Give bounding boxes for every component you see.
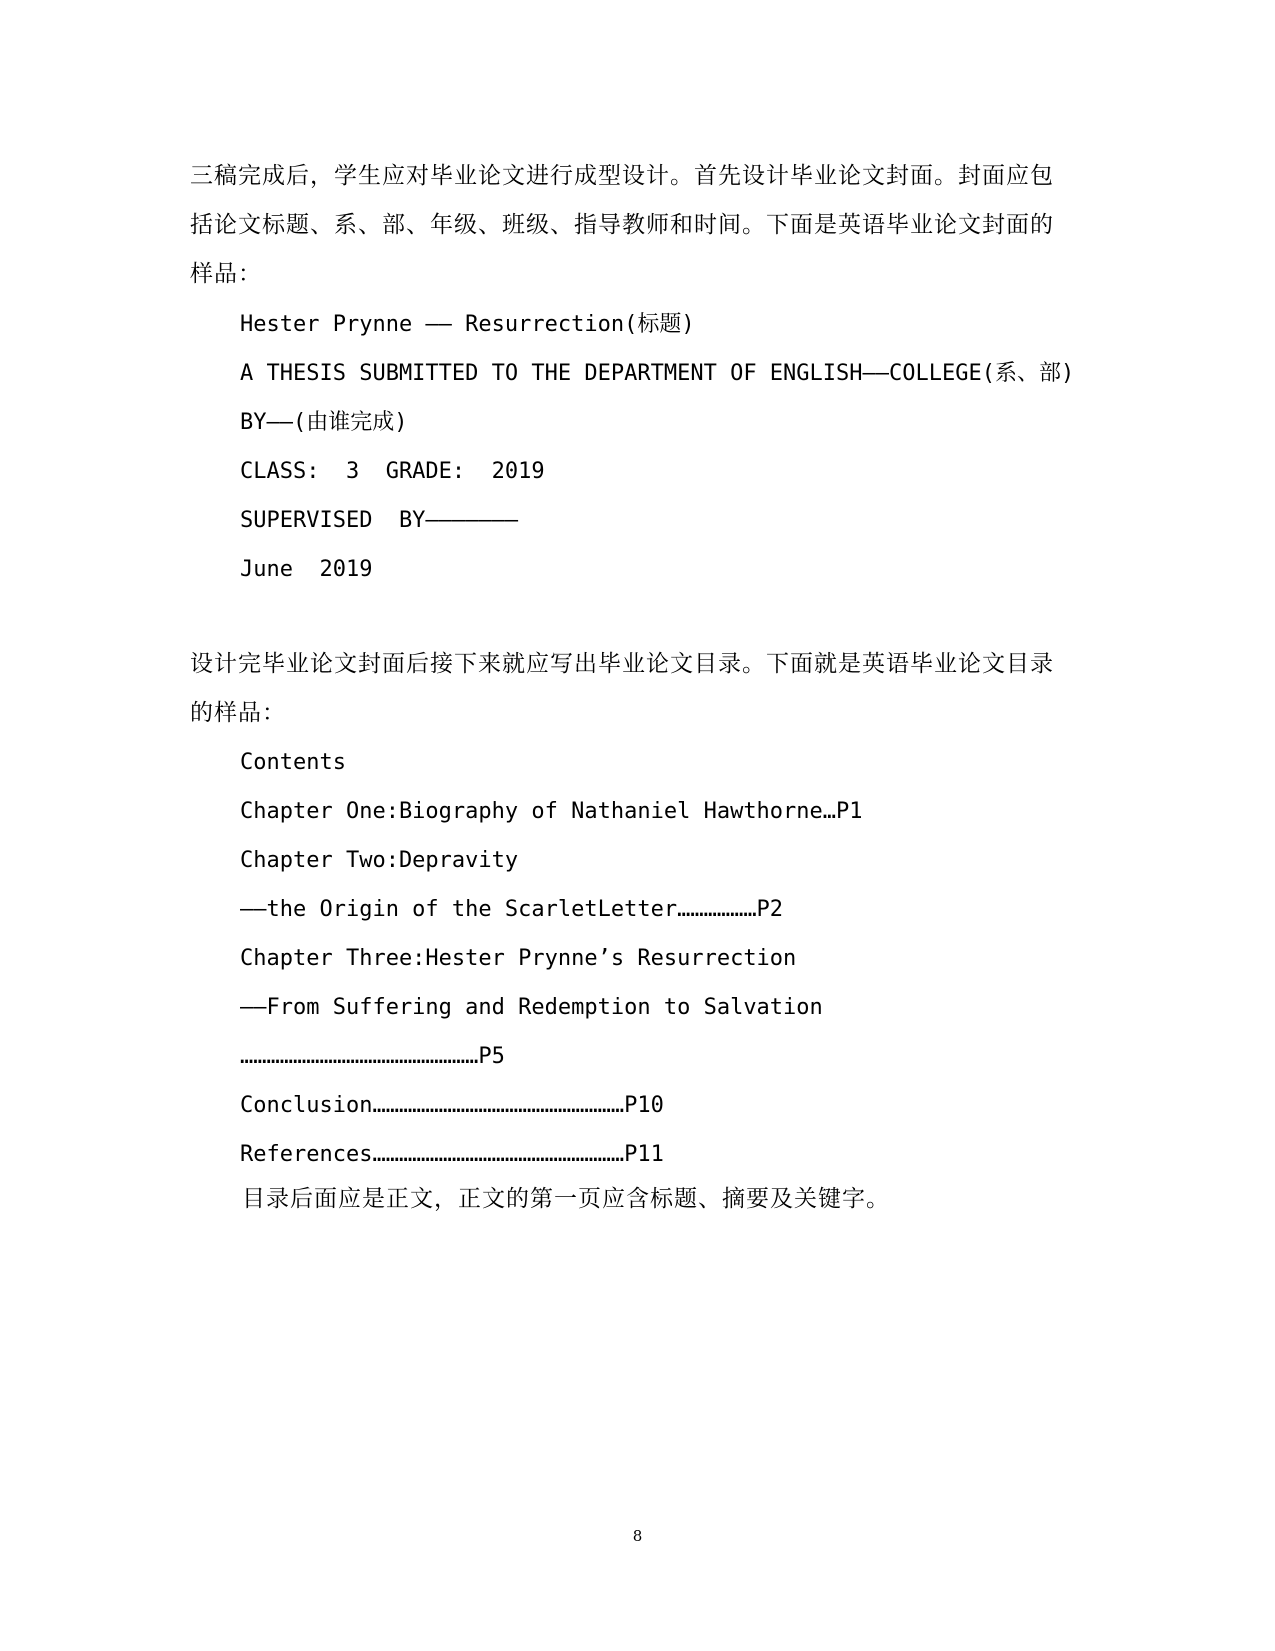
toc-entry: Chapter One:Biography of Nathaniel Hawthorne…P1 [240, 799, 863, 824]
page-number: 8 [632, 1527, 643, 1545]
toc-entry: ——the Origin of the ScarletLetter………………P2 [240, 897, 784, 922]
toc-heading: Contents [240, 750, 346, 775]
closing-line: 目录后面应是正文，正文的第一页应含标题、摘要及关键字。 [242, 1186, 890, 1212]
cover-sample-block [240, 300, 1074, 594]
toc-entry: References…………………………………………………P11 [240, 1142, 664, 1167]
intro-paragraph: 三稿完成后，学生应对毕业论文进行成型设计。首先设计毕业论文封面。封面应包括论文标题、系、部、年级、班级、指导教师和时间。下面是英语毕业论文封面的样品： [190, 163, 1054, 287]
toc-entry: ——From Suffering and Redemption to Salvation [240, 995, 823, 1020]
toc-intro-paragraph: 设计完毕业论文封面后接下来就应写出毕业论文目录。下面就是英语毕业论文目录的样品： [190, 651, 1054, 726]
cover-class-grade-line: CLASS: 3 GRADE: 2019 [240, 459, 545, 484]
cover-date-line: June 2019 [240, 557, 373, 582]
toc-entry: Conclusion…………………………………………………P10 [240, 1093, 664, 1118]
cover-author-line: BY——(由谁完成) [240, 410, 408, 435]
cover-title-line: Hester Prynne —— Resurrection(标题) [240, 312, 695, 337]
toc-sample-block [240, 738, 863, 1179]
toc-entry: ………………………………………………P5 [240, 1044, 505, 1069]
cover-department-line: A THESIS SUBMITTED TO THE DEPARTMENT OF ENGLISH——COLLEGE(系、部) [240, 361, 1075, 386]
toc-entry: Chapter Three:Hester Prynne’s Resurrection [240, 946, 797, 971]
toc-entry: Chapter Two:Depravity [240, 848, 519, 873]
cover-supervisor-line: SUPERVISED BY——————— [240, 508, 519, 533]
